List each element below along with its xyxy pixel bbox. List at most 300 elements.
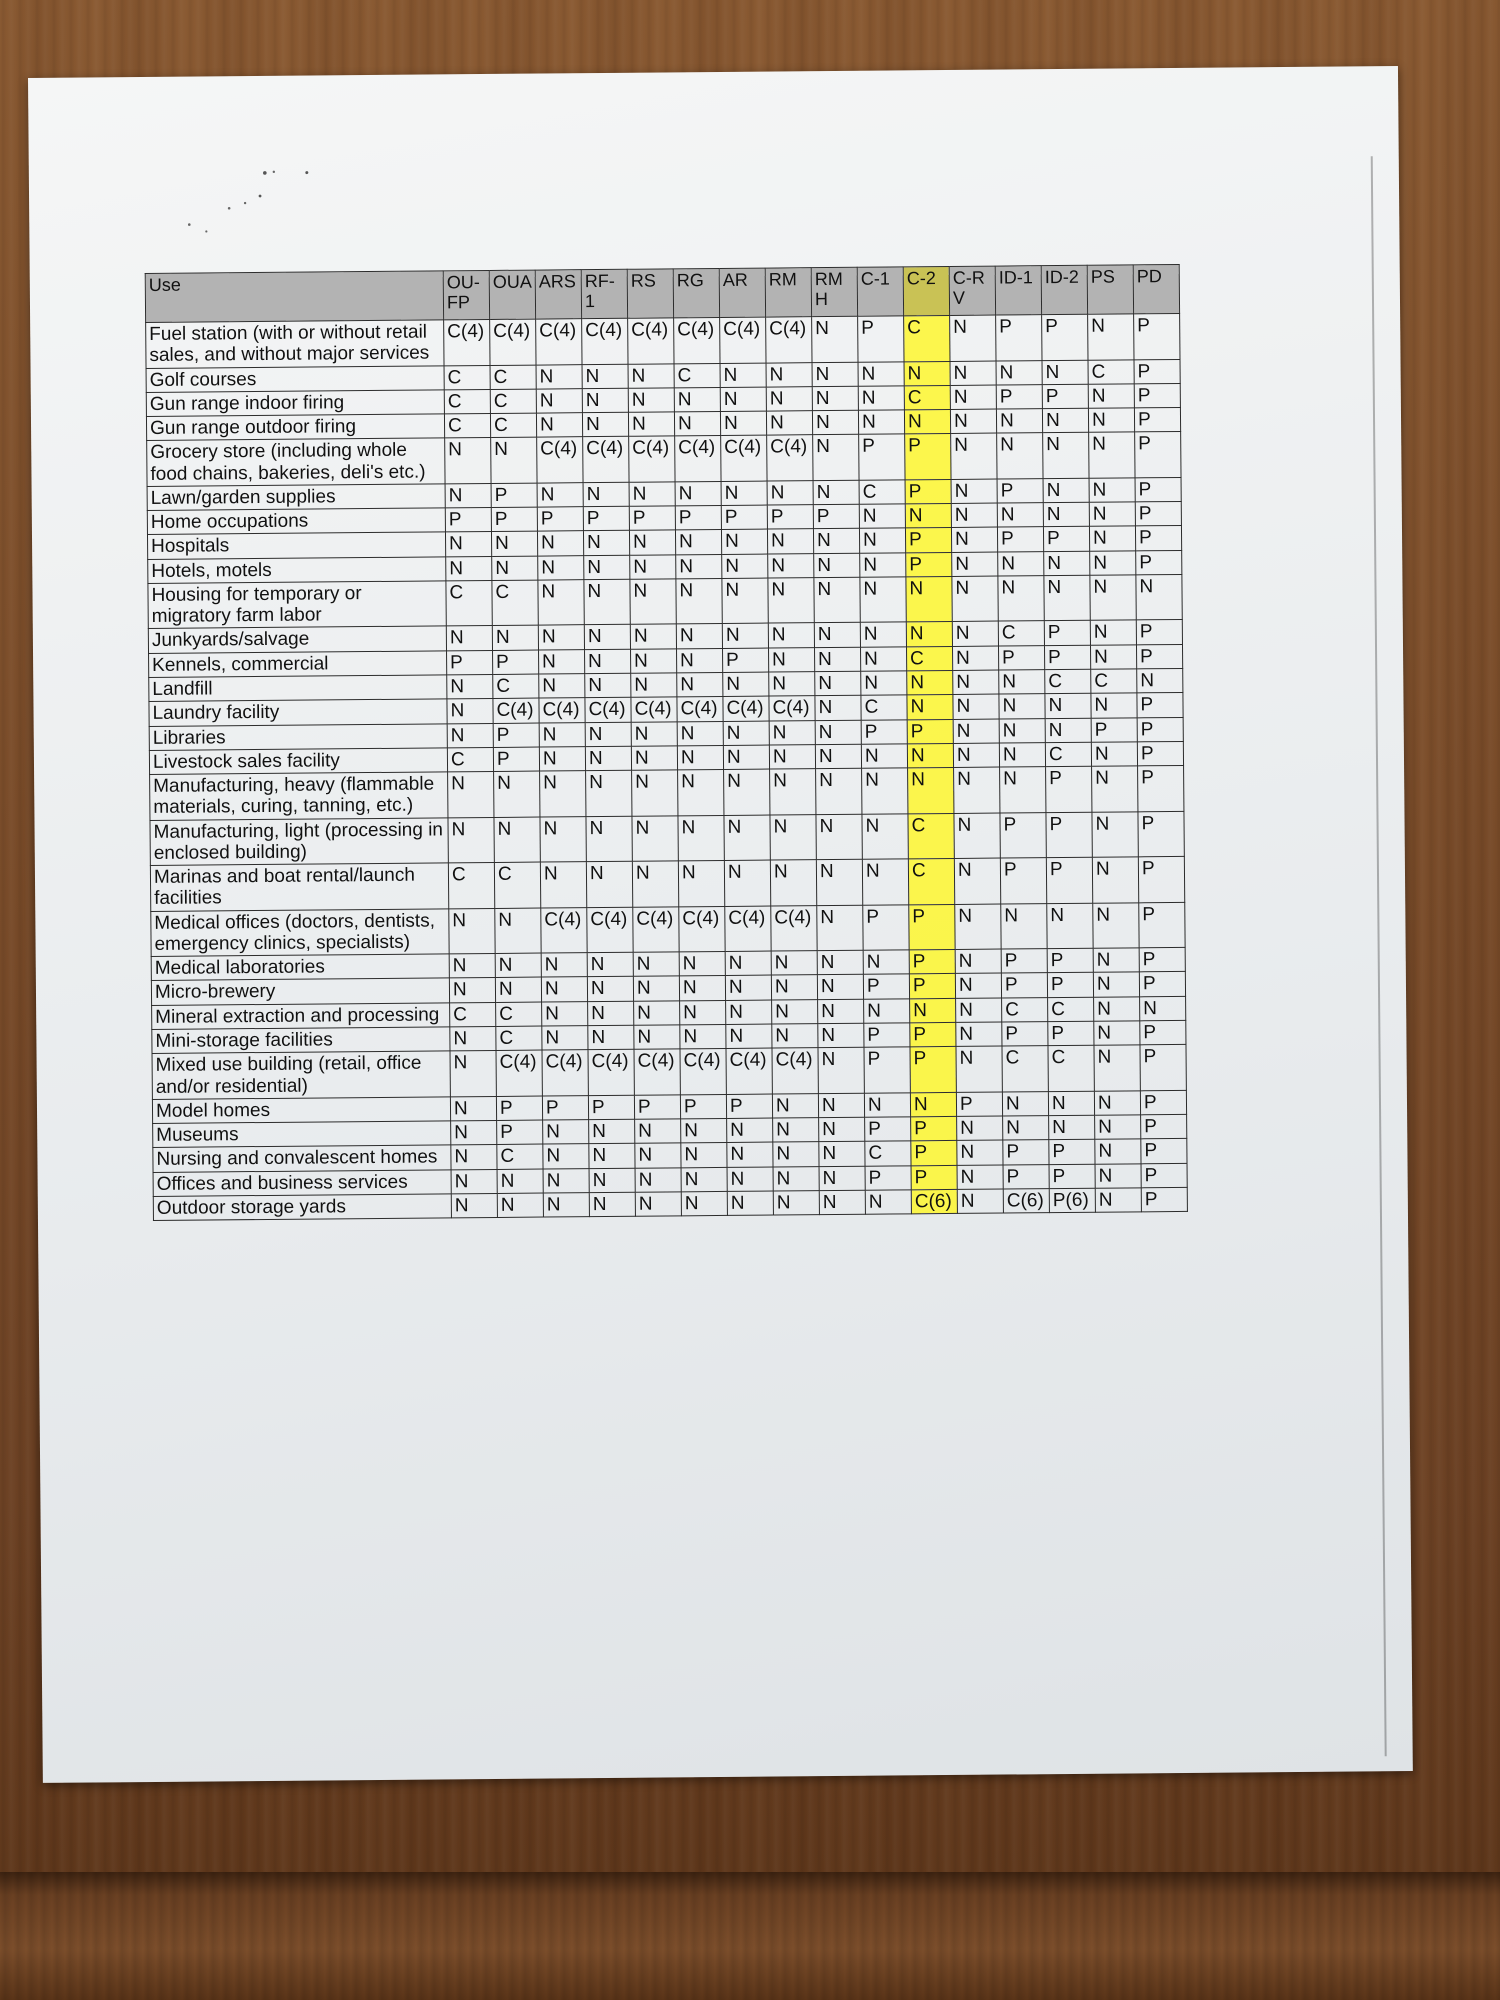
permission-cell: N: [818, 999, 864, 1024]
permission-cell: N: [772, 999, 818, 1024]
paper-sheet: [28, 66, 1413, 1783]
permission-cell: N: [773, 1166, 819, 1191]
permission-cell: N: [449, 978, 495, 1003]
permission-cell: N: [679, 976, 725, 1001]
permission-cell: P: [1044, 621, 1090, 646]
permission-cell: P: [813, 504, 859, 529]
permission-cell: N: [815, 671, 861, 696]
permission-cell: N: [589, 1144, 635, 1169]
permission-cell: P: [1049, 1164, 1095, 1189]
permission-cell: N: [586, 770, 632, 816]
permission-cell: P: [1135, 502, 1181, 527]
use-cell: Grocery store (including whole food chains, bakeries, deli's etc.): [147, 438, 445, 486]
permission-cell: N: [772, 1024, 818, 1049]
permission-cell: P: [858, 316, 904, 362]
permission-cell: C(4): [588, 1049, 634, 1095]
permission-cell: C(4): [628, 318, 674, 364]
permission-cell: N: [952, 622, 998, 647]
permission-cell: P: [491, 507, 537, 532]
use-cell: Mini-storage facilities: [152, 1027, 450, 1054]
permission-cell: P: [997, 479, 1043, 504]
permission-cell: N: [538, 555, 584, 580]
permission-cell: N: [727, 1118, 773, 1143]
permission-cell: N: [1042, 408, 1088, 433]
permission-cell: C(4): [679, 906, 725, 952]
permission-cell: N: [633, 952, 679, 977]
permission-cell: C(4): [725, 906, 771, 952]
permission-cell: P: [1135, 432, 1181, 478]
permission-cell: P: [907, 719, 953, 744]
permission-cell: N: [773, 1118, 819, 1143]
permission-cell: P: [1136, 550, 1182, 575]
permission-cell: N: [953, 670, 999, 695]
use-cell: Housing for temporary or migratory farm labor: [148, 581, 446, 629]
permission-cell: N: [681, 1191, 727, 1216]
permission-cell: C(4): [723, 696, 769, 721]
permission-cell: N: [812, 386, 858, 411]
permission-cell: P: [911, 1116, 957, 1141]
permission-cell: N: [950, 385, 996, 410]
permission-cell: P: [1091, 717, 1137, 742]
column-header: PS: [1087, 265, 1133, 314]
permission-cell: N: [631, 746, 677, 771]
permission-cell: N: [537, 531, 583, 556]
permission-cell: C(6): [1003, 1188, 1049, 1213]
permission-cell: N: [632, 815, 678, 861]
permission-cell: N: [450, 1096, 496, 1121]
permission-cell: P: [497, 1120, 543, 1145]
permission-cell: P: [1000, 812, 1046, 858]
permission-cell: N: [449, 908, 495, 954]
permission-cell: P: [542, 1095, 588, 1120]
permission-cell: N: [819, 1117, 865, 1142]
permission-cell: C(4): [675, 436, 721, 482]
permission-cell: N: [630, 555, 676, 580]
permission-cell: N: [1088, 314, 1134, 360]
permission-cell: N: [540, 771, 586, 817]
permission-cell: N: [584, 555, 630, 580]
permission-cell: N: [676, 578, 722, 624]
permission-cell: N: [814, 577, 860, 623]
permission-cell: N: [1088, 408, 1134, 433]
permission-cell: P: [1136, 644, 1182, 669]
permission-cell: C: [490, 389, 536, 414]
permission-cell: N: [1043, 478, 1089, 503]
permission-cell: N: [631, 649, 677, 674]
permission-cell: N: [817, 905, 863, 951]
permission-cell: N: [770, 814, 816, 860]
permission-cell: P: [1003, 1164, 1049, 1189]
permission-cell: N: [450, 1051, 496, 1097]
permission-cell: N: [956, 998, 1002, 1023]
permission-cell: N: [858, 386, 904, 411]
permission-cell: N: [676, 624, 722, 649]
permission-cell: N: [635, 1192, 681, 1217]
column-header: AR: [719, 268, 765, 317]
permission-cell: P: [1137, 741, 1183, 766]
header-row: [145, 264, 1179, 322]
permission-cell: N: [865, 1190, 911, 1215]
permission-cell: N: [998, 576, 1044, 622]
permission-cell: N: [586, 861, 632, 907]
permission-cell: N: [766, 411, 812, 436]
permission-cell: C: [490, 365, 536, 390]
permission-cell: N: [769, 647, 815, 672]
permission-cell: N: [1043, 433, 1089, 479]
permission-cell: N: [678, 815, 724, 861]
permission-cell: N: [770, 769, 816, 815]
permission-cell: N: [492, 556, 538, 581]
column-header: RMH: [811, 267, 857, 316]
permission-cell: N: [451, 1145, 497, 1170]
permission-cell: N: [910, 1092, 956, 1117]
permission-cell: N: [1091, 693, 1137, 718]
permission-cell: N: [539, 722, 585, 747]
use-cell: Golf courses: [146, 365, 444, 392]
permission-cell: C(4): [769, 696, 815, 721]
permission-cell: N: [445, 483, 491, 508]
permission-cell: N: [1095, 1115, 1141, 1140]
permission-cell: P: [1138, 857, 1184, 903]
permission-cell: N: [723, 745, 769, 770]
permission-cell: N: [769, 744, 815, 769]
permission-cell: C(4): [582, 318, 628, 364]
permission-cell: N: [860, 622, 906, 647]
permission-cell: N: [1089, 478, 1135, 503]
permission-cell: P: [906, 552, 952, 577]
permission-cell: C(4): [677, 697, 723, 722]
permission-cell: N: [813, 435, 859, 481]
permission-cell: P: [583, 506, 629, 531]
permission-cell: N: [629, 530, 675, 555]
permission-cell: C: [496, 1026, 542, 1051]
permission-cell: N: [952, 646, 998, 671]
permission-cell: N: [675, 530, 721, 555]
permission-cell: N: [814, 647, 860, 672]
permission-cell: C: [1002, 997, 1048, 1022]
permission-cell: C: [904, 315, 950, 361]
permission-cell: N: [540, 862, 586, 908]
permission-cell: N: [722, 624, 768, 649]
column-header: RF-1: [581, 269, 627, 318]
permission-cell: N: [724, 769, 770, 815]
permission-cell: P: [905, 434, 951, 480]
permission-cell: N: [633, 976, 679, 1001]
permission-cell: N: [767, 481, 813, 506]
permission-cell: P: [680, 1094, 726, 1119]
permission-cell: C(4): [767, 435, 813, 481]
permission-cell: N: [447, 674, 493, 699]
permission-cell: N: [859, 504, 905, 529]
permission-cell: N: [1089, 502, 1135, 527]
permission-cell: N: [860, 577, 906, 623]
permission-cell: P: [493, 650, 539, 675]
permission-cell: N: [953, 694, 999, 719]
permission-cell: N: [951, 527, 997, 552]
permission-cell: P: [1138, 811, 1184, 857]
permission-cell: C: [450, 1002, 496, 1027]
permission-cell: N: [1137, 668, 1183, 693]
permission-cell: N: [582, 412, 628, 437]
permission-cell: N: [492, 626, 538, 651]
permission-cell: N: [449, 954, 495, 979]
permission-cell: N: [954, 767, 1000, 813]
permission-cell: N: [817, 950, 863, 975]
permission-cell: N: [543, 1168, 589, 1193]
permission-cell: C: [497, 1144, 543, 1169]
permission-cell: N: [495, 908, 541, 954]
use-cell: Gun range indoor firing: [146, 390, 444, 417]
permission-cell: N: [629, 482, 675, 507]
permission-cell: N: [539, 674, 585, 699]
permission-cell: N: [678, 861, 724, 907]
permission-cell: N: [582, 388, 628, 413]
permission-cell: C(6): [911, 1189, 957, 1214]
permission-cell: C: [1045, 669, 1091, 694]
permission-cell: N: [907, 743, 953, 768]
permission-cell: N: [1136, 574, 1182, 620]
permission-cell: C(4): [585, 698, 631, 723]
permission-cell: N: [769, 720, 815, 745]
permission-cell: N: [1094, 1091, 1140, 1116]
use-cell: Mineral extraction and processing: [152, 1003, 450, 1030]
use-cell: Landfill: [149, 675, 447, 702]
permission-cell: N: [677, 745, 723, 770]
permission-cell: P: [905, 528, 951, 553]
permission-cell: N: [957, 1189, 1003, 1214]
column-header: RM: [765, 268, 811, 317]
permission-cell: C(4): [674, 317, 720, 363]
permission-cell: C(4): [720, 317, 766, 363]
use-cell: Home occupations: [147, 508, 445, 535]
permission-cell: C: [444, 389, 490, 414]
permission-cell: P: [445, 508, 491, 533]
permission-cell: N: [955, 904, 1001, 950]
permission-cell: C(4): [583, 437, 629, 483]
permission-cell: N: [771, 975, 817, 1000]
permission-cell: N: [951, 479, 997, 504]
permission-cell: N: [862, 813, 908, 859]
permission-cell: N: [1140, 996, 1186, 1021]
permission-cell: P: [1043, 527, 1089, 552]
permission-cell: N: [908, 767, 954, 813]
permission-cell: N: [812, 362, 858, 387]
permission-cell: C: [859, 480, 905, 505]
permission-cell: N: [445, 438, 491, 484]
permission-cell: N: [539, 746, 585, 771]
permission-cell: P: [634, 1095, 680, 1120]
permission-cell: N: [816, 768, 862, 814]
permission-cell: P(6): [1049, 1188, 1095, 1213]
permission-cell: N: [587, 952, 633, 977]
permission-cell: N: [953, 719, 999, 744]
permission-cell: N: [720, 387, 766, 412]
column-header: Use: [145, 271, 443, 323]
permission-cell: N: [725, 951, 771, 976]
permission-cell: P: [911, 1165, 957, 1190]
permission-cell: P: [996, 384, 1042, 409]
permission-cell: N: [906, 576, 952, 622]
permission-cell: N: [631, 673, 677, 698]
permission-cell: P: [721, 505, 767, 530]
permission-cell: N: [543, 1192, 589, 1217]
permission-cell: C: [906, 646, 952, 671]
permission-cell: P: [909, 974, 955, 999]
permission-cell: N: [448, 772, 494, 818]
permission-cell: N: [584, 579, 630, 625]
permission-cell: C(4): [444, 319, 490, 365]
permission-cell: N: [950, 361, 996, 386]
permission-cell: N: [721, 529, 767, 554]
permission-cell: N: [816, 814, 862, 860]
permission-cell: N: [536, 388, 582, 413]
permission-cell: N: [818, 1023, 864, 1048]
permission-cell: C(4): [536, 319, 582, 365]
permission-cell: N: [589, 1119, 635, 1144]
permission-cell: N: [723, 672, 769, 697]
permission-cell: P: [1139, 972, 1185, 997]
permission-cell: C(4): [539, 698, 585, 723]
permission-cell: P: [1140, 1020, 1186, 1045]
use-cell: Livestock sales facility: [149, 748, 447, 775]
permission-cell: N: [769, 672, 815, 697]
permission-cell: P: [1139, 948, 1185, 973]
permission-cell: P: [909, 950, 955, 975]
permission-cell: N: [631, 721, 677, 746]
permission-cell: N: [497, 1169, 543, 1194]
paper-fold-line: [1371, 156, 1387, 1756]
permission-cell: N: [630, 624, 676, 649]
permission-cell: N: [955, 949, 1001, 974]
permission-cell: N: [588, 1025, 634, 1050]
permission-cell: N: [819, 1166, 865, 1191]
permission-cell: P: [675, 506, 721, 531]
permission-cell: N: [768, 578, 814, 624]
permission-cell: P: [629, 506, 675, 531]
permission-cell: N: [861, 744, 907, 769]
permission-cell: N: [999, 670, 1045, 695]
permission-cell: P: [496, 1096, 542, 1121]
permission-cell: N: [584, 625, 630, 650]
permission-cell: N: [819, 1190, 865, 1215]
permission-cell: P: [1141, 1187, 1187, 1212]
permission-cell: P: [1135, 526, 1181, 551]
permission-cell: N: [680, 1024, 726, 1049]
permission-cell: N: [448, 817, 494, 863]
permission-cell: N: [956, 1046, 1002, 1092]
permission-cell: N: [997, 433, 1043, 479]
permission-cell: P: [1047, 973, 1093, 998]
permission-cell: C(4): [633, 906, 679, 952]
column-header: OU-FP: [443, 270, 489, 319]
permission-cell: N: [1094, 997, 1140, 1022]
permission-cell: N: [817, 975, 863, 1000]
permission-cell: C(4): [542, 1050, 588, 1096]
permission-cell: N: [494, 817, 540, 863]
permission-cell: N: [950, 315, 996, 361]
permission-cell: N: [907, 670, 953, 695]
permission-cell: N: [907, 695, 953, 720]
use-cell: Outdoor storage yards: [153, 1194, 451, 1221]
permission-cell: C(4): [772, 1048, 818, 1094]
permission-cell: N: [952, 552, 998, 577]
permission-cell: P: [1140, 1090, 1186, 1115]
permission-cell: N: [674, 412, 720, 437]
permission-cell: P: [905, 479, 951, 504]
use-cell: Kennels, commercial: [149, 651, 447, 678]
permission-cell: N: [766, 386, 812, 411]
permission-cell: N: [588, 1001, 634, 1026]
use-cell: Hospitals: [147, 532, 445, 559]
permission-cell: N: [1094, 1045, 1140, 1091]
permission-cell: C: [444, 365, 490, 390]
permission-cell: C: [1088, 359, 1134, 384]
permission-cell: N: [541, 953, 587, 978]
permission-cell: N: [676, 554, 722, 579]
column-header: C-RV: [949, 266, 995, 315]
permission-cell: N: [681, 1118, 727, 1143]
permission-cell: N: [812, 316, 858, 362]
use-cell: Gun range outdoor firing: [146, 414, 444, 441]
permission-cell: N: [538, 580, 584, 626]
permission-cell: N: [1042, 360, 1088, 385]
permission-cell: P: [1046, 766, 1092, 812]
permission-cell: N: [955, 973, 1001, 998]
permission-cell: N: [450, 1026, 496, 1051]
permission-cell: N: [541, 977, 587, 1002]
permission-cell: N: [628, 388, 674, 413]
permission-cell: P: [1136, 620, 1182, 645]
permission-cell: N: [674, 387, 720, 412]
permission-cell: N: [1090, 575, 1136, 621]
permission-cell: P: [1134, 408, 1180, 433]
permission-cell: N: [497, 1193, 543, 1218]
permission-cell: N: [814, 553, 860, 578]
use-cell: Micro-brewery: [151, 978, 449, 1005]
permission-cell: C: [493, 674, 539, 699]
permission-cell: C(4): [537, 437, 583, 483]
permission-cell: N: [543, 1144, 589, 1169]
permission-cell: N: [860, 647, 906, 672]
use-cell: Medical laboratories: [151, 954, 449, 981]
permission-cell: N: [813, 529, 859, 554]
permission-cell: N: [773, 1190, 819, 1215]
permission-cell: N: [675, 481, 721, 506]
permission-cell: C(4): [496, 1050, 542, 1096]
permission-cell: N: [1001, 903, 1047, 949]
permission-cell: C: [496, 1002, 542, 1027]
permission-cell: N: [957, 1140, 1003, 1165]
land-use-table: [145, 264, 1188, 1221]
permission-cell: N: [446, 556, 492, 581]
permission-cell: N: [997, 503, 1043, 528]
permission-cell: N: [727, 1142, 773, 1167]
permission-cell: C(4): [726, 1048, 772, 1094]
permission-cell: C: [490, 413, 536, 438]
permission-cell: N: [858, 410, 904, 435]
permission-cell: N: [538, 625, 584, 650]
permission-cell: N: [999, 742, 1045, 767]
permission-cell: N: [996, 360, 1042, 385]
permission-cell: N: [720, 363, 766, 388]
permission-cell: P: [493, 747, 539, 772]
permission-cell: N: [634, 1025, 680, 1050]
permission-cell: C(4): [766, 317, 812, 363]
permission-cell: N: [722, 578, 768, 624]
permission-cell: N: [542, 1026, 588, 1051]
permission-cell: N: [724, 860, 770, 906]
column-header: ARS: [535, 270, 581, 319]
